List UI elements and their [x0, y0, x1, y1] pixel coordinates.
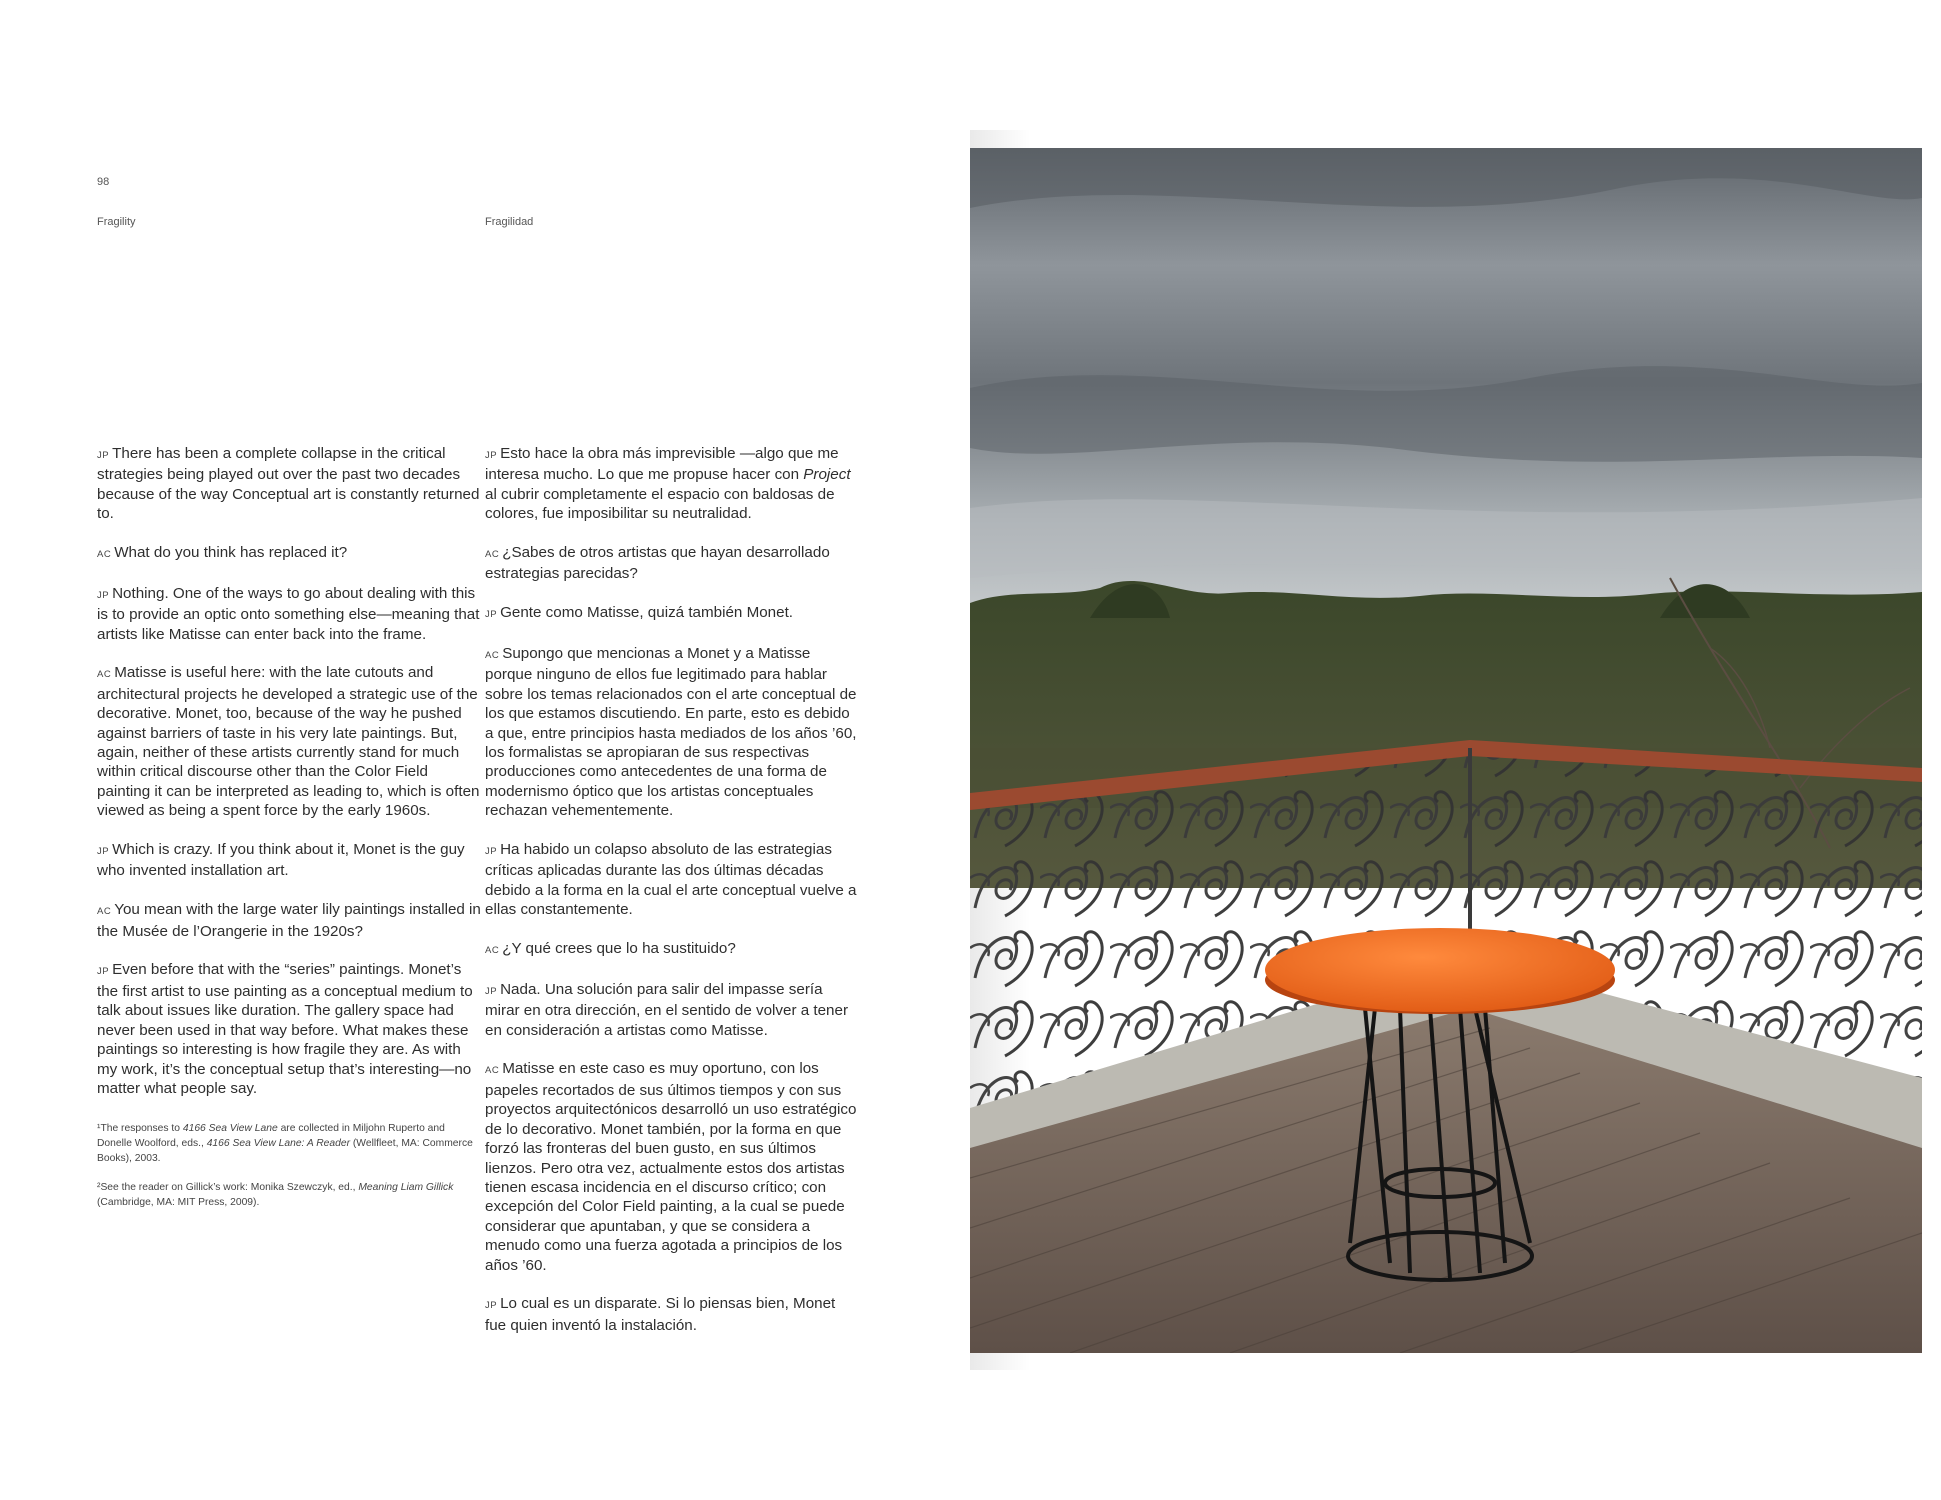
footnote-title: 4166 Sea View Lane: A Reader [206, 1138, 351, 1150]
speaker-tag: AC [97, 669, 112, 681]
paragraph-text: Which is crazy. If you think about it, Monet is the guy who invented installation art. [97, 841, 465, 880]
speaker-tag: AC [97, 906, 112, 918]
en-paragraph [97, 444, 482, 524]
english-column [97, 444, 482, 1224]
en-paragraph [97, 960, 482, 1098]
es-paragraph [485, 980, 857, 1040]
footnote-text: are collected in Miljohn Ruperto and Donelle Woolford, eds., [97, 1123, 445, 1150]
es-paragraph [485, 1059, 857, 1274]
footnote [97, 1122, 482, 1166]
es-paragraph [485, 444, 857, 524]
paragraph-text: You mean with the large water lily paintings installed in the Musée de l’Orangerie in the 1920s? [97, 901, 481, 940]
speaker-tag: JP [485, 985, 498, 997]
speaker-tag: JP [485, 450, 498, 461]
footnote-mark: ¹ [97, 1123, 101, 1135]
en-paragraph [97, 663, 482, 820]
speaker-tag: AC [485, 549, 500, 561]
speaker-tag: AC [97, 549, 112, 561]
artwork-title: Project [803, 466, 851, 484]
paragraph-text: Even before that with the “series” paintings. Monet’s the first artist to use painting as a conceptual medium to talk about issues like duration. The gallery space had never been used in that way before. What makes these paintings so interesting is how fragile they are. As with my work, it’s the conceptual setup that’s interesting—no matter what people say. [97, 961, 473, 1097]
paragraph-text: ¿Y qué crees que lo ha sustituido? [502, 940, 736, 958]
en-paragraph [97, 900, 482, 941]
speaker-tag: AC [485, 945, 500, 957]
speaker-tag: JP [485, 846, 498, 858]
footnote-title: Meaning Liam Gillick [358, 1181, 454, 1193]
paragraph-text: Nothing. One of the ways to go about dealing with this is to provide an optic onto something else—meaning that artists like Matisse can enter back into the frame. [97, 584, 480, 643]
running-head-spanish: Fragilidad [485, 216, 534, 228]
speaker-tag: AC [485, 1065, 500, 1077]
paragraph-text: Esto hace la obra más imprevisible —algo que me interesa mucho. Lo que me propuse hacer con [485, 445, 839, 484]
paragraph-text: Lo cual es un disparate. Si lo piensas bien, Monet fue quien inventó la instalación. [485, 1295, 836, 1334]
running-head-english: Fragility [97, 216, 136, 228]
paragraph-text: Nada. Una solución para salir del impasse sería mirar en otra dirección, en el sentido de volver a tener en consideración a artistas como Matisse. [485, 980, 849, 1039]
paragraph-text: What do you think has replaced it? [114, 544, 348, 562]
speaker-tag: JP [97, 966, 110, 978]
paragraph-text: Matisse is useful here: with the late cutouts and architectural projects he developed a strategic use of the decorative. Monet, too, because of the way he pushed against barriers of taste in his very late paintings. But, again, neither of these artists currently stand for much within critical discourse other than the Color Field painting it can be interpreted as leading to, which is often viewed as being a spent force by the early 1960s. [97, 664, 480, 820]
paragraph-text: al cubrir completamente el espacio con baldosas de colores, fue imposibilitar su neutralidad. [485, 485, 835, 523]
footnote-text: See the reader on Gillick’s work: Monika Szewczyk, ed., [100, 1181, 359, 1193]
speaker-tag: JP [97, 846, 110, 858]
en-paragraph [97, 543, 482, 564]
spanish-column [485, 444, 857, 1355]
es-paragraph [485, 840, 857, 920]
paragraph-text: There has been a complete collapse in the critical strategies being played out over the past two decades because of the way Conceptual art is constantly returned to. [97, 445, 480, 523]
es-paragraph [485, 543, 857, 584]
speaker-tag: JP [97, 589, 110, 601]
es-paragraph [485, 603, 857, 624]
speaker-tag: JP [485, 609, 498, 621]
en-paragraph [97, 584, 482, 644]
footnote-title: 4166 Sea View Lane [182, 1123, 278, 1135]
paragraph-text: Ha habido un colapso absoluto de las estrategias críticas aplicadas durante las dos últimas décadas debido a la forma en la cual el arte conceptual vuelve a ellas constantemente. [485, 841, 857, 919]
en-paragraph [97, 840, 482, 881]
es-paragraph [485, 939, 857, 960]
speaker-tag: AC [485, 650, 500, 662]
page-number: 98 [97, 176, 110, 188]
photo-orange-table-terrace [970, 148, 1922, 1353]
paragraph-text: ¿Sabes de otros artistas que hayan desarrollado estrategias parecidas? [485, 544, 830, 583]
speaker-tag: JP [97, 450, 110, 461]
footnote-mark: ² [97, 1181, 101, 1193]
es-paragraph [485, 644, 857, 821]
paragraph-text: Supongo que mencionas a Monet y a Matisse porque ninguno de ellos fue legitimado para hablar sobre los temas relacionados con el arte conceptual de los que estamos discutiendo. En parte, esto es debido a que, entre principios hasta mediados de los años ’60, los formalistas se apropiaran de sus respectivas producciones como antecedentes de una forma de modernismo óptico que los artistas conceptuales rechazan vehementemente. [485, 645, 857, 820]
speaker-tag: JP [485, 1300, 498, 1312]
footnote-text: (Wellfleet, MA: Commerce Books), 2003. [97, 1138, 473, 1164]
footnotes [97, 1122, 482, 1210]
footnote-text: (Cambridge, MA: MIT Press, 2009). [97, 1196, 260, 1208]
paragraph-text: Matisse en este caso es muy oportuno, con los papeles recortados de sus últimos tiempos y con sus proyectos arquitectónicos desarrolló un uso estratégico de lo decorativo. Monet también, por la forma en que forzó las fronteras del buen gusto, en sus últimos lienzos. Pero otra vez, actualmente estos dos artistas tienen escasa incidencia en el discurso crítico; con excepción del Color Field painting, a la cual se puede considerar que apuntaban, y que se considera a menudo como una fuerza agotada a principios de los años ’60. [485, 1060, 857, 1274]
paragraph-text: Gente como Matisse, quizá también Monet. [500, 604, 794, 622]
footnote [97, 1181, 482, 1211]
footnote-text: The responses to [100, 1123, 183, 1135]
es-paragraph [485, 1294, 857, 1335]
